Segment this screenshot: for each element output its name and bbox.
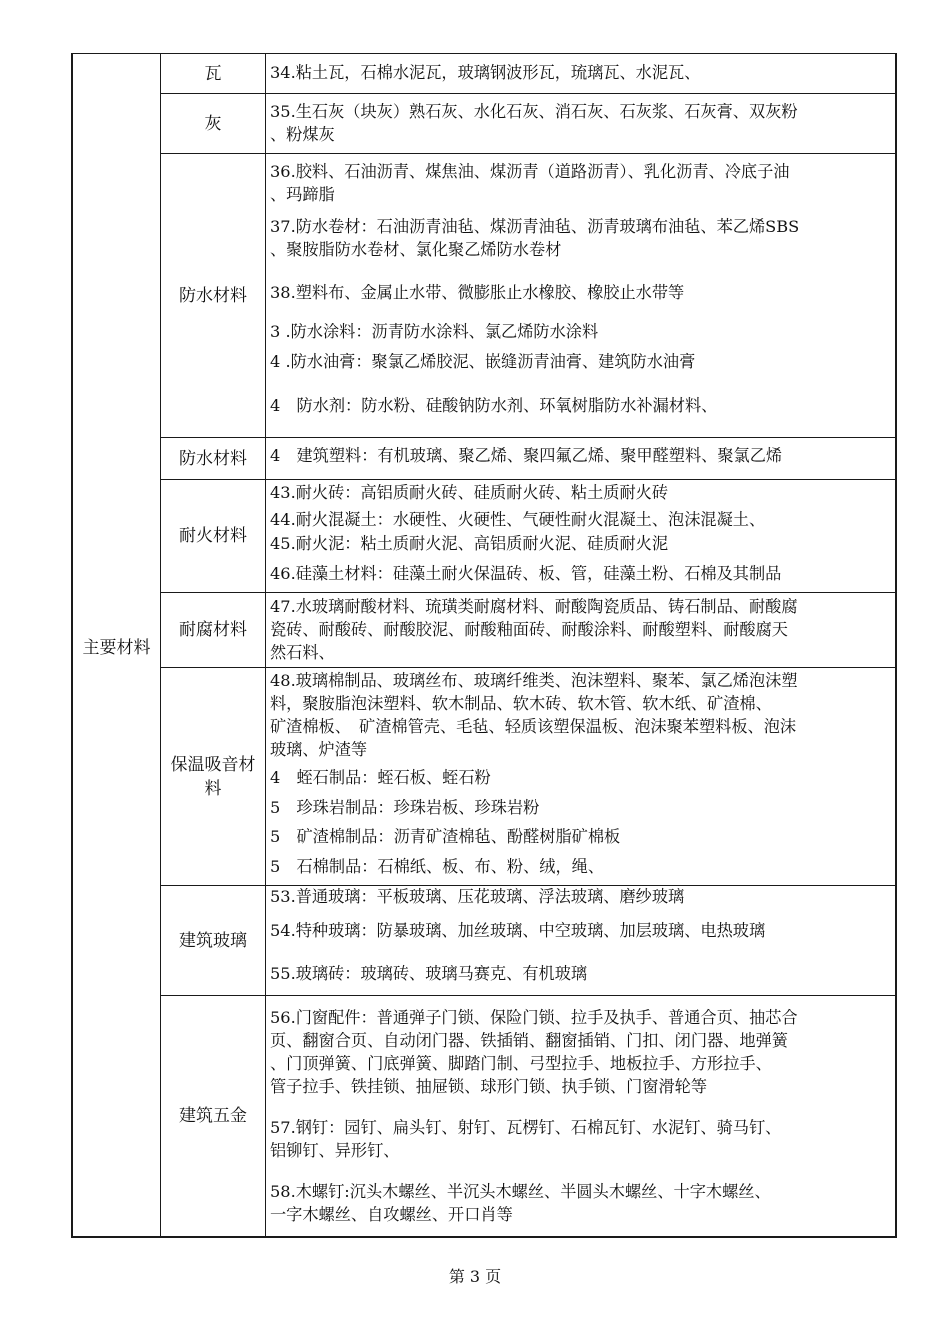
item-line: 48.玻璃棉制品、玻璃丝布、玻璃纤维类、泡沫塑料、聚苯、氯乙烯泡沫塑 bbox=[270, 671, 798, 690]
row-divider bbox=[160, 592, 896, 593]
item-line: 5 石棉制品：石棉纸、板、布、粉、绒，绳、 bbox=[270, 857, 605, 876]
category-waterproofing-2: 防水材料 bbox=[179, 448, 247, 469]
category-refractory: 耐火材料 bbox=[179, 526, 247, 546]
row-divider bbox=[160, 153, 896, 154]
item-line: 4 .防水油膏：聚氯乙烯胶泥、嵌缝沥青油膏、建筑防水油膏 bbox=[270, 352, 696, 371]
item-line: 铝铆钉、异形钉、 bbox=[270, 1141, 400, 1160]
row-divider bbox=[160, 479, 896, 480]
item-line: 35.生石灰（块灰）熟石灰、水化石灰、消石灰、石灰浆、石灰膏、双灰粉 bbox=[270, 102, 798, 121]
category-insulation-line-2: 料 bbox=[204, 778, 222, 799]
table-border-bottom bbox=[71, 1236, 897, 1238]
item-line: 4 防水剂：防水粉、硅酸钠防水剂、环氧树脂防水补漏材料、 bbox=[270, 396, 718, 415]
main-category-label: 主要材料 bbox=[82, 637, 151, 658]
item-line: 47.水玻璃耐酸材料、琉璜类耐腐材料、耐酸陶瓷质品、铸石制品、耐酸腐 bbox=[270, 597, 798, 616]
category-insulation-line-1: 保温吸音材 bbox=[170, 754, 256, 775]
category-lime: 灰 bbox=[204, 113, 222, 134]
item-line: 、门顶弹簧、门底弹簧、脚踏门制、弓型拉手、地板拉手、方形拉手、 bbox=[270, 1054, 772, 1073]
item-line: 4 蛭石制品：蛭石板、蛭石粉 bbox=[270, 768, 491, 787]
item-line: 37.防水卷材：石油沥青油毡、煤沥青油毡、沥青玻璃布油毡、苯乙烯SBS bbox=[270, 217, 800, 236]
item-line: 56.门窗配件：普通弹子门锁、保险门锁、拉手及执手、普通合页、抽芯合 bbox=[270, 1008, 798, 1027]
item-line: 5 珍珠岩制品：珍珠岩板、珍珠岩粉 bbox=[270, 798, 540, 817]
category-insulation bbox=[161, 668, 265, 885]
item-line: 管子拉手、铁挂锁、抽屉锁、球形门锁、执手锁、门窗滑轮等 bbox=[270, 1077, 708, 1096]
item-line: 38.塑料布、金属止水带、微膨胀止水橡胶、橡胶止水带等 bbox=[270, 283, 685, 302]
category-tile: 瓦 bbox=[204, 63, 222, 84]
row-divider bbox=[160, 93, 896, 94]
item-line: 3 .防水涂料：沥青防水涂料、氯乙烯防水涂料 bbox=[270, 322, 599, 341]
item-line: 瓷砖、耐酸砖、耐酸胶泥、耐酸釉面砖、耐酸涂料、耐酸塑料、耐酸腐天 bbox=[270, 620, 788, 639]
category-waterproofing: 防水材料 bbox=[179, 285, 247, 306]
item-line: 46.硅藻土材料：硅藻土耐火保温砖、板、管，硅藻土粉、石棉及其制品 bbox=[270, 564, 782, 583]
item-line: 44.耐火混凝土：水硬性、火硬性、气硬性耐火混凝土、泡沫混凝土、 bbox=[270, 510, 766, 529]
page-number: 第 3 页 bbox=[448, 1267, 502, 1286]
item-line: 58.木螺钉:沉头木螺丝、半沉头木螺丝、半圆头木螺丝、十字木螺丝、 bbox=[270, 1182, 771, 1201]
item-line: 55.玻璃砖：玻璃砖、玻璃马赛克、有机玻璃 bbox=[270, 964, 588, 983]
item-line: 页、翻窗合页、自动闭门器、铁插销、翻窗插销、门扣、闭门器、地弹簧 bbox=[270, 1031, 788, 1050]
item-line: 53.普通玻璃：平板玻璃、压花玻璃、浮法玻璃、磨纱玻璃 bbox=[270, 887, 685, 906]
item-line: 34.粘土瓦，石棉水泥瓦，玻璃钢波形瓦，琉璃瓦、水泥瓦、 bbox=[270, 63, 701, 82]
category-glass: 建筑玻璃 bbox=[179, 930, 247, 951]
category-corrosion-resistant: 耐腐材料 bbox=[179, 620, 247, 640]
category-hardware: 建筑五金 bbox=[179, 1106, 247, 1126]
item-line: 4 建筑塑料：有机玻璃、聚乙烯、聚四氟乙烯、聚甲醛塑料、聚氯乙烯 bbox=[270, 446, 783, 465]
item-line: 一字木螺丝、自攻螺丝、开口肖等 bbox=[270, 1205, 513, 1224]
item-line: 57.钢钉：园钉、扁头钉、射钉、瓦楞钉、石棉瓦钉、水泥钉、骑马钉、 bbox=[270, 1118, 782, 1137]
row-divider bbox=[160, 667, 896, 668]
column-divider-category bbox=[265, 53, 266, 1237]
item-line: 、粉煤灰 bbox=[270, 125, 335, 144]
item-line: 36.胶料、石油沥青、煤焦油、煤沥青（道路沥青）、乳化沥青、冷底子油 bbox=[270, 162, 790, 181]
item-line: 玻璃、炉渣等 bbox=[270, 740, 368, 759]
item-line: 45.耐火泥：粘土质耐火泥、高铝质耐火泥、硅质耐火泥 bbox=[270, 534, 669, 553]
item-line: 料，聚胺脂泡沫塑料、软木制品、软木砖、软木管、软木纸、矿渣棉、 bbox=[270, 694, 772, 713]
row-divider bbox=[160, 995, 896, 996]
item-line: 43.耐火砖：高铝质耐火砖、硅质耐火砖、粘土质耐火砖 bbox=[270, 483, 669, 502]
item-line: 然石料、 bbox=[270, 643, 335, 662]
item-line: 、聚胺脂防水卷材、氯化聚乙烯防水卷材 bbox=[270, 240, 562, 259]
row-divider bbox=[160, 437, 896, 438]
item-line: 、玛蹄脂 bbox=[270, 185, 335, 204]
item-line: 5 矿渣棉制品：沥青矿渣棉毡、酚醛树脂矿棉板 bbox=[270, 827, 621, 846]
item-line: 矿渣棉板、 矿渣棉管壳、毛毡、轻质该塑保温板、泡沫聚苯塑料板、泡沫 bbox=[270, 717, 797, 736]
item-line: 54.特种玻璃：防暴玻璃、加丝玻璃、中空玻璃、加层玻璃、电热玻璃 bbox=[270, 921, 766, 940]
